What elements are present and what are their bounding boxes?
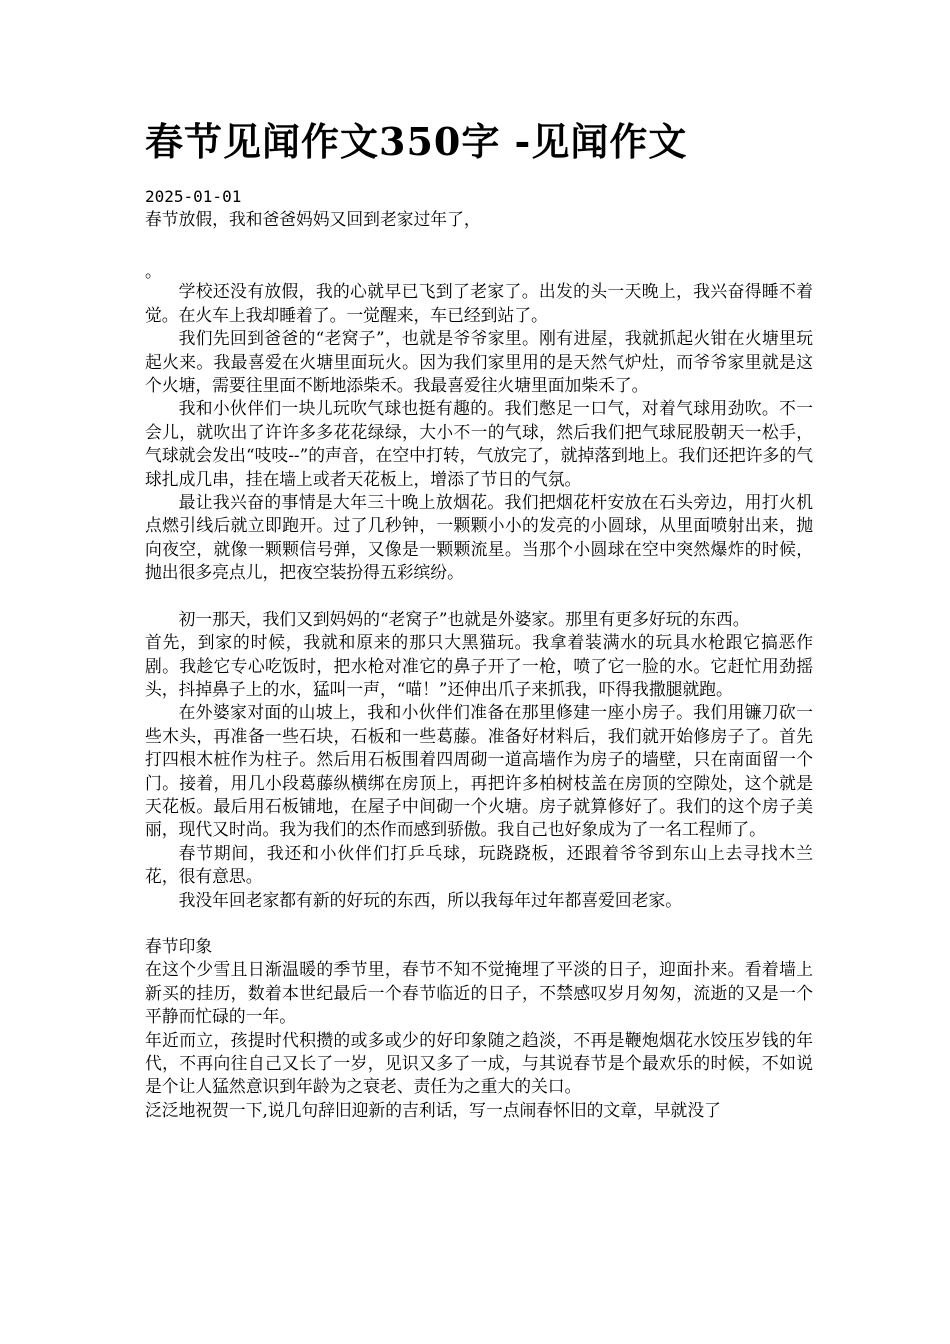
spacer — [145, 912, 813, 935]
article-date: 2025-01-01 — [145, 187, 242, 206]
paragraph: 泛泛地祝贺一下,说几句辞旧迎新的吉利话，写一点闹春怀旧的文章，早就没了 — [145, 1099, 721, 1120]
paragraph: 在这个少雪且日渐温暖的季节里，春节不知不觉掩埋了平淡的日子，迎面扑来。看着墙上新买的挂历，数着本世纪最后一个春节临近的日子，不禁感叹岁月匆匆，流逝的又是一个平静而忙碌的一年。 — [145, 959, 813, 1027]
paragraph: 我和小伙伴们一块儿玩吹气球也挺有趣的。我们憋足一口气，对着气球用劲吹。不一会儿，就吹出了许许多多花花绿绿，大小不一的气球，然后我们把气球屁股朝天一松手，气球就会发出“吱吱--”的声音，在空中打转，气放完了，就掉落到地上。我们还把许多的气球扎成几串，挂在墙上或者天花板上，增添了节日的气氛。 — [145, 398, 813, 489]
period-mark: 。 — [145, 261, 162, 282]
paragraph: 最让我兴奋的事情是大年三十晚上放烟花。我们把烟花杆安放在石头旁边，用打火机点燃引线后就立即跑开。过了几秒钟，一颗颗小小的发亮的小圆球，从里面喷射出来，抛向夜空，就像一颗颗信号弹，又像是一颗颗流星。当那个小圆球在空中突然爆炸的时候，抛出很多亮点儿，把夜空装扮得五彩缤纷。 — [145, 492, 813, 583]
paragraph: 我没年回老家都有新的好玩的东西，所以我每年过年都喜爱回老家。 — [178, 889, 683, 910]
paragraph: 学校还没有放假，我的心就早已飞到了老家了。出发的头一天晚上，我兴奋得睡不着觉。在火车上我却睡着了。一觉醒来，车已经到站了。 — [145, 281, 813, 325]
paragraph: 我们先回到爸爸的“老窝子”，也就是爷爷家里。刚有进屋，我就抓起火钳在火塘里玩起火来。我最喜爱在火塘里面玩火。因为我们家里用的是天然气炉灶，而爷爷家里就是这个火塘，需要往里面不断地添柴禾。我最喜爱往火塘里面加柴禾了。 — [145, 328, 813, 396]
paragraph: 在外婆家对面的山坡上，我和小伙伴们准备在那里修建一座小房子。我们用镰刀砍一些木头，再准备一些石块，石板和一些葛藤。准备好材料后，我们就开始修房子了。首先打四根木桩作为柱子。然后用石板围着四周砌一道高墙作为房子的墙壁，只在南面留一个门。接着，用几小段葛藤纵横绑在房顶上，再把许多柏树枝盖在房顶的空隙处，这个就是天花板。最后用石板铺地，在屋子中间砌一个火塘。房子就算修好了。我们的这个房子美丽，现代又时尚。我为我们的杰作而感到骄傲。我自己也好象成为了一名工程师了。 — [145, 702, 813, 840]
article-body — [145, 208, 813, 1122]
section-heading: 春节印象 — [145, 935, 213, 956]
spacer — [145, 585, 813, 608]
article-title: 春节见闻作文350字 -见闻作文 — [145, 119, 688, 164]
paragraph: 首先，到家的时候，我就和原来的那只大黑猫玩。我拿着装满水的玩具水枪跟它搞恶作剧。我趁它专心吃饭时，把水枪对准它的鼻子开了一枪，喷了它一脸的水。它赶忙用劲摇头，抖掉鼻子上的水，猛叫一声，“喵！”还伸出爪子来抓我，吓得我撒腿就跑。 — [145, 632, 813, 699]
intro-paragraph: 春节放假，我和爸爸妈妈又回到老家过年了， — [145, 209, 481, 229]
paragraph: 初一那天，我们又到妈妈的“老窝子”也就是外婆家。那里有更多好玩的东西。 — [178, 608, 750, 629]
paragraph: 年近而立，孩提时代积攒的或多或少的好印象随之趋淡，不再是鞭炮烟花水饺压岁钱的年代，不再向往自己又长了一岁，见识又多了一成，与其说春节是个最欢乐的时候，不如说是个让人猛然意识到年龄为之衰老、责任为之重大的关口。 — [145, 1029, 813, 1097]
spacer — [145, 231, 813, 254]
article — [145, 112, 813, 1122]
paragraph: 春节期间，我还和小伙伴们打乒乓球，玩跷跷板，还跟着爷爷到东山上去寻找木兰花，很有意思。 — [145, 842, 813, 887]
